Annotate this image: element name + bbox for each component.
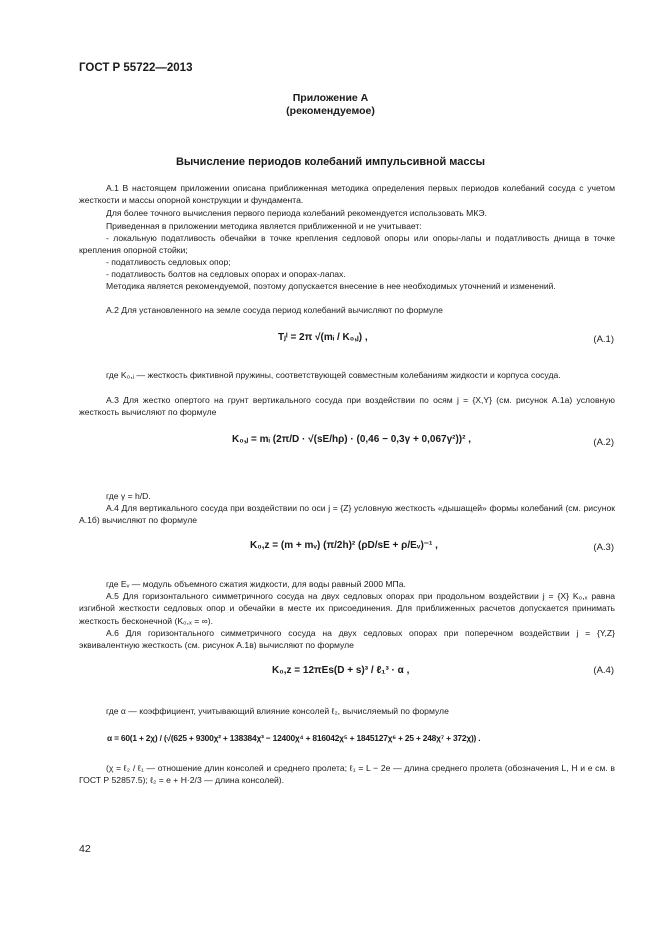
formula-number: (А.4) [593, 665, 614, 676]
paragraph-where-gamma: где γ = h/D. [106, 491, 151, 501]
list-item: - локальную податливость обечайки в точке крепления седловой опоры или опоры-лапы и податливость днища в точке крепления опорной стойки; [79, 233, 615, 256]
formula-number: (А.1) [593, 334, 614, 345]
formula-a4: K₀,z = 12πEs(D + s)³ / ℓ₁³ · α , [272, 665, 410, 676]
formula-a1: Tⱼᴵ = 2π √(mᵢ / K₀,ⱼ) , [278, 332, 368, 343]
appendix-title: Приложение А [292, 92, 369, 104]
paragraph-approx: Приведенная в приложении методика является приближенной и не учитывает: [106, 221, 422, 231]
section-title: Вычисление периодов колебаний импульсивной массы [175, 156, 486, 168]
formula-number: (А.3) [593, 542, 614, 553]
paragraph-where-k: где K₀,ⱼ — жесткость фиктивной пружины, соответствующей совместным колебаниям жидкости и корпуса сосуда. [106, 370, 561, 380]
paragraph-a6: А.6 Для горизонтального симметричного сосуда на двух седловых опорах при поперечном воздействии j = {Y,Z} эквивалентную жесткость (см. рисунок А.1в) вычисляют по формуле [79, 628, 615, 651]
formula-a3: K₀,z = (m + mᵥ) (π/2h)² (ρD/sE + ρ/Eᵥ)⁻¹ , [250, 540, 438, 551]
paragraph-where-ev: где Eᵥ — модуль объемного сжатия жидкости, для воды равный 2000 МПа. [106, 579, 406, 589]
paragraph-a3: А.3 Для жестко опертого на грунт вертикального сосуда при воздействии по осям j = {X,Y} (см. рисунок А.1а) условную жесткость вычисляют по формуле [79, 395, 615, 418]
paragraph-a2: А.2 Для установленного на земле сосуда период колебаний вычисляют по формуле [106, 305, 443, 315]
paragraph-chi: (χ = ℓ₂ / ℓ₁ — отношение длин консолей и среднего пролета; ℓ₁ = L − 2e — длина среднего пролета (обозначения L, H и e см. в ГОСТ Р 52857.5); ℓ₂ = e + H·2/3 — длина консолей). [79, 763, 615, 786]
paragraph-where-alpha: где α — коэффициент, учитывающий влияние консолей ℓ₂, вычисляемый по формуле [106, 706, 449, 716]
paragraph-a4: А.4 Для вертикального сосуда при воздействии по оси j = {Z} условную жесткость «дышащей» формы колебаний (см. рисунок А.1б) вычисляют по формуле [79, 503, 615, 526]
formula-number: (А.2) [593, 437, 614, 448]
standard-number: ГОСТ Р 55722—2013 [79, 62, 193, 74]
formula-a2: K₀,ⱼ = mᵢ (2π/D · √(sE/hρ) · (0,46 − 0,3γ + 0,067γ²))² , [232, 434, 472, 445]
paragraph-a1: А.1 В настоящем приложении описана приближенная методика определения первых периодов колебаний сосуда с учетом жесткости и массы опорной конструкции и фундамента. [79, 183, 615, 206]
appendix-subtitle: (рекомендуемое) [286, 105, 375, 117]
paragraph-a5: А.5 Для горизонтального симметричного сосуда на двух седловых опорах при продольном воздействии j = {X} K₀,ₓ равна изгибной жесткости седловых опор и обечайки в месте их присоединения. Для приближенных расчетов допускается принимать жесткость бесконечной (K₀,ₓ = ∞). [79, 591, 615, 626]
page-number: 42 [79, 843, 91, 855]
list-item: - податливость болтов на седловых опорах и опорах-лапах. [106, 269, 346, 279]
paragraph-mke: Для более точного вычисления первого периода колебаний рекомендуется использовать МКЭ. [106, 208, 487, 218]
formula-alpha: α = 60(1 + 2χ) / (√(625 + 9300χ² + 138384χ³ − 12400χ⁴ + 816042χ⁵ + 1845127χ⁶ + 25 + 248χ⁷ + 372χ)) . [107, 733, 481, 743]
paragraph-recommend: Методика является рекомендуемой, поэтому допускается внесение в нее необходимых уточнений и изменений. [106, 281, 556, 291]
list-item: - податливость седловых опор; [106, 257, 231, 267]
